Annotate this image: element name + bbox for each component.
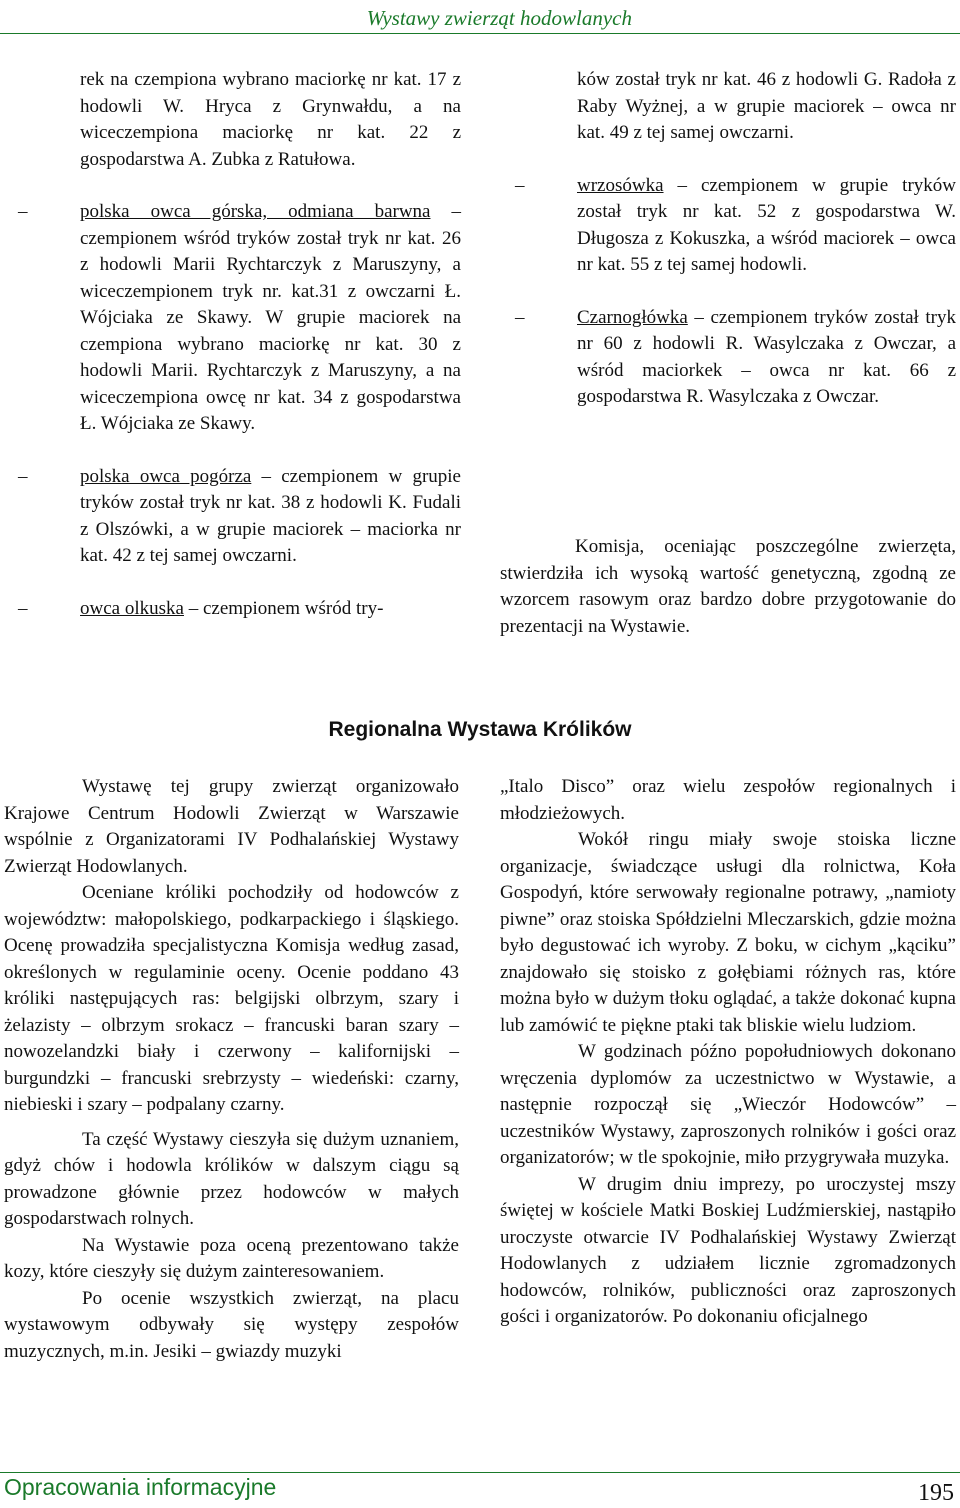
breed-name: Czarnogłówka	[577, 306, 688, 328]
section-title: Regionalna Wystawa Królików	[328, 718, 632, 741]
bottom-right-column	[500, 774, 956, 1331]
body-paragraph: Wokół ringu miały swoje stoiska liczne organizacje, świadczące usługi dla rolnictwa, Koła Gospodyń, które serwowały regionalne potrawy, „namioty piwne” oraz stoiska Spółdzielni Mleczarskich, gdzie można było degustować ich wyroby. Z boku, w cichym „kąciku” znajdowało się stoisko z gołębiami różnych ras, które można było w dużym tłoku oglądać, a także dokonać kupna lub zamówić te piękne ptaki tak bliskie wielu ludziom.	[500, 829, 956, 1036]
breed-name: polska owca górska, odmiana barwna	[80, 201, 431, 222]
closing-paragraph: Komisja, oceniając poszczególne zwierzęta, stwierdziła ich wysoką wartość genetyczną, zgodną ze wzorcem rasowym oraz bardzo dobre przygotowanie do prezentacji na Wystawie.	[500, 536, 956, 637]
breed-name: wrzosówka	[577, 174, 664, 196]
running-title: Wystawy zwierząt hodowlanych	[366, 6, 632, 30]
continuation-paragraph: ków został tryk nr kat. 46 z hodowli G. Radoła z Raby Wyżnej, a w grupie maciorek – owca nr kat. 49 z tej samej owczarni.	[577, 69, 956, 143]
breed-name: polska owca pogórza	[80, 465, 252, 487]
breed-description: – czempionem w grupie tryków został tryk nr kat. 52 z gospodarstwa W. Długosza z Kokuszka, a wśród maciorek – owca nr kat. 55 z tej samej hodowli.	[577, 174, 956, 275]
breed-item	[18, 596, 461, 623]
dash-bullet: –	[18, 465, 28, 487]
closing-paragraph-wrap	[500, 534, 956, 640]
body-paragraph: W drugim dniu imprezy, po uroczystej mszy świętej w kościele Matki Boskiej Ludźmierskiej, nastąpiło uroczyste otwarcie IV Podhalańskiej Wystawy Zwierząt Hodowlanych z udziałem licznie zgromadzonych hodowców, rolników, publiczności oraz zaproszonych gości i organizatorów. Po dokonaniu oficjalnego	[500, 1173, 956, 1327]
page-number: 195	[918, 1480, 954, 1506]
top-right-column	[515, 67, 956, 437]
body-paragraph: W godzinach późno popołudniowych dokonano wręczenia dyplomów za uczestnictwo w Wystawie, a następnie rozpoczął się „Wieczór Hodowców” – uczestników Wystawy, zaproszonych rolników i gości oraz organizatorów; w tle spokojnie, miło przygrywała muzyka.	[500, 1041, 956, 1168]
body-paragraph: Ta część Wystawy cieszyła się dużym uznaniem, gdyż chów i hodowla królików w dalszym ciągu są prowadzone głównie przez hodowców w małych gospodarstwach rolnych.	[4, 1128, 459, 1229]
running-header	[0, 0, 960, 34]
breed-item	[18, 199, 462, 438]
top-left-column	[18, 67, 462, 648]
continuation-paragraph: rek na czempiona wybrano maciorkę nr kat. 17 z hodowli W. Hryca z Grynwałdu, a na wiceczempiona maciorkę nr kat. 22 z gospodarstwa A. Zubka z Ratułowa.	[80, 69, 461, 170]
breed-description: – czempionem tryków został tryk nr 60 z hodowli R. Wasylczaka z Owczar, a wśród maciorkek – owca nr kat. 66 z gospodarstwa R. Wasylczaka z Owczar.	[577, 306, 956, 407]
dash-bullet: –	[515, 174, 525, 196]
dash-bullet: –	[18, 201, 28, 222]
continuation-paragraph: „Italo Disco” oraz wielu zespołów regionalnych i młodzieżowych.	[500, 776, 956, 824]
footer-rule	[0, 1472, 960, 1473]
dash-bullet: –	[18, 597, 28, 619]
breed-item	[18, 464, 461, 570]
footer-series-title: Opracowania informacyjne	[4, 1474, 277, 1500]
breed-description: – czempionem wśród tryków został tryk nr kat. 26 z hodowli Marii Rychtarczyk z Maruszyny, a wiceczempionem tryk nr. kat.31 z owczarni Ł. Wójciaka ze Skawy. W grupie maciorek na czempiona wybrano maciorkę nr kat. 30 z hodowli Marii. Rychtarczyk z Maruszyny, a na wiceczempiona owcę nr kat. 34 z gospodarstwa Ł. Wójciaka ze Skawy.	[80, 201, 462, 434]
body-paragraph: Wystawę tej grupy zwierząt organizowało Krajowe Centrum Hodowli Zwierząt w Warszawie wspólnie z Organizatorami IV Podhalańskiej Wystawy Zwierząt Hodowlanych.	[4, 776, 459, 877]
breed-item	[515, 305, 956, 411]
body-paragraph: Po ocenie wszystkich zwierząt, na placu wystawowym odbywały się występy zespołów muzycznych, m.in. Jesiki – gwiazdy muzyki	[4, 1287, 459, 1362]
breed-item	[515, 173, 956, 279]
body-paragraph: Na Wystawie poza oceną prezentowano także kozy, które cieszyły się dużym zainteresowaniem.	[4, 1234, 459, 1282]
bottom-left-column	[4, 774, 459, 1365]
breed-description: – czempionem wśród try-	[183, 597, 384, 619]
breed-name: owca olkuska	[80, 597, 184, 619]
body-paragraph: Oceniane króliki pochodziły od hodowców z województw: małopolskiego, podkarpackiego i śląskiego. Ocenę prowadziła specjalistyczna Komisja według zasad, określonych w regulaminie oceny. Ocenie poddano 43 króliki następujących ras: belgijski olbrzym, szary i żelazisty – olbrzym srokacz – francuski baran szary – nowozelandzki biały i czerwony – kalifornijski – burgundzki – francuski srebrzysty – wiedeński: czarny, niebieski i szary – podpalany czarny.	[4, 882, 459, 1115]
dash-bullet: –	[515, 306, 525, 328]
breed-description: – czempionem w grupie tryków został tryk nr kat. 38 z hodowli K. Fudali z Olszówki, a w grupie maciorek – maciorka nr kat. 42 z tej samej owczarni.	[80, 465, 461, 566]
